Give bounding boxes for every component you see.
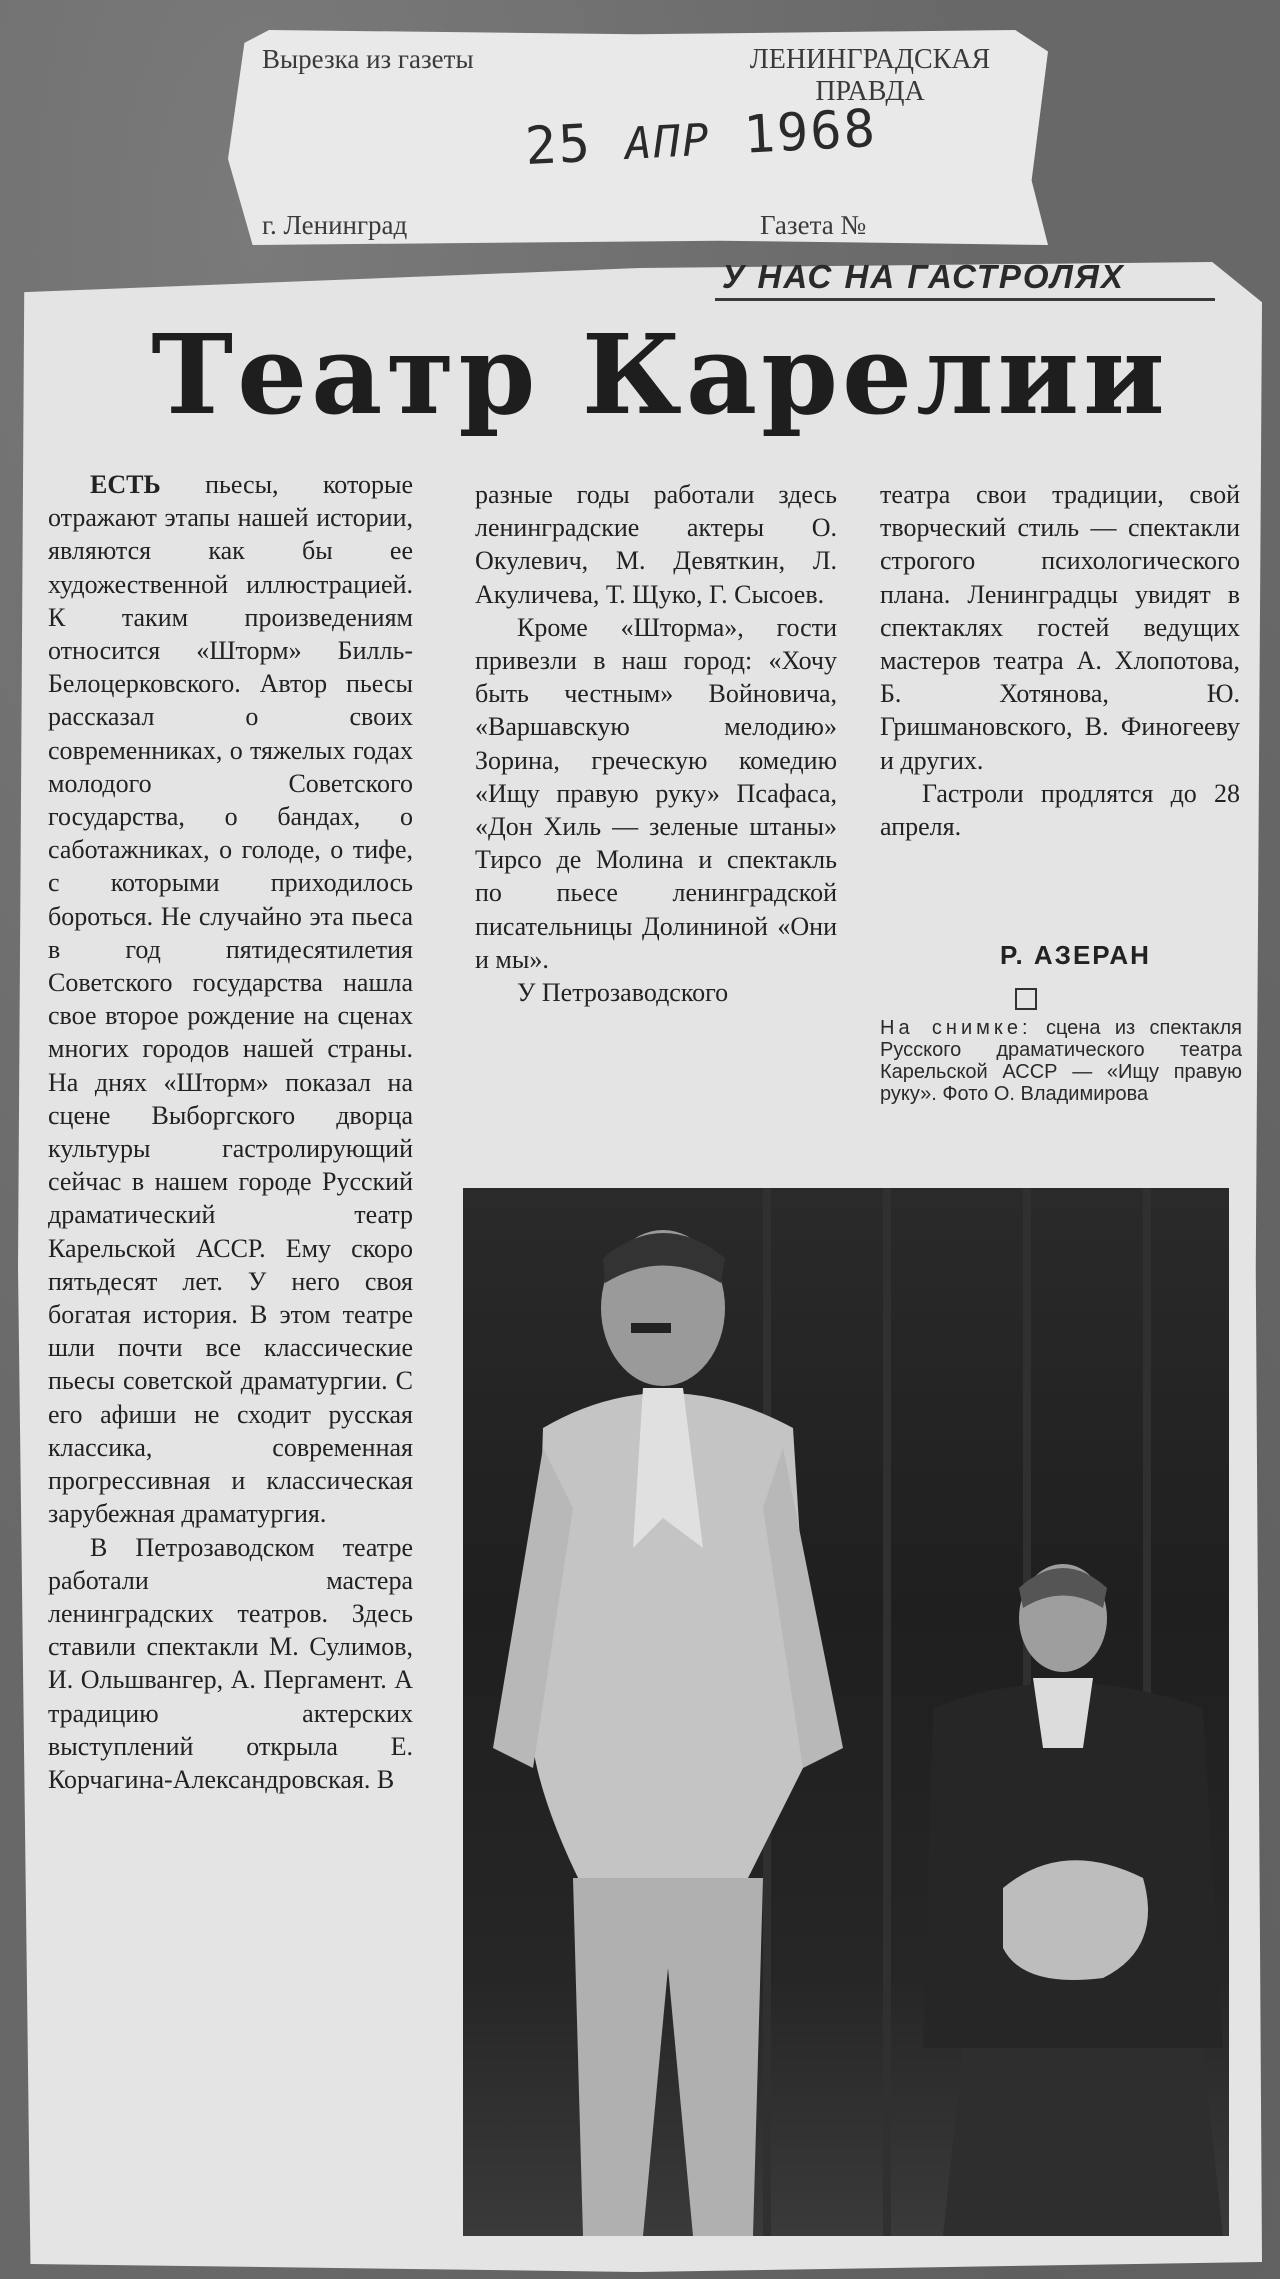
paper-number: Газета № <box>760 210 867 240</box>
city: г. Ленинград <box>262 210 408 240</box>
col1-paragraph-2: В Петрозаводском театре работали мастера ленинградских театров. Здесь ставили спектакли М. Сулимов, И. Ольшвангер, А. Пергамент. А традицию актерских выступлений открыла Е. Корчагина-Александровская. В <box>48 1532 413 1794</box>
lead-word: ЕСТЬ <box>90 470 161 499</box>
newspaper-name-line2: ПРАВДА <box>815 76 925 107</box>
newspaper-name-line1: ЛЕНИНГРАДСКАЯ <box>749 44 991 75</box>
rubric-rule <box>715 298 1215 301</box>
date-day: 25 <box>523 113 594 178</box>
end-mark-icon <box>1015 988 1037 1010</box>
column-3 <box>880 478 1240 843</box>
caption-text: сцена из спектакля Русского драматического театра Карельской АССР — «Ищу правую руку». Фото О. Владимирова <box>880 1017 1242 1105</box>
rubric: У НАС НА ГАСТРОЛЯХ <box>722 258 1125 295</box>
col1-paragraph-1: пьесы, которые отражают этапы нашей истории, являются как бы ее художественной иллюстрацией. К таким произведениям относится «Шторм» Билль-Белоцерковского. Автор пьесы рассказал о своих современниках, о тяжелых годах молодого Советского государства, о бандах, о саботажниках, о голоде, о тифе, с которыми приходилось бороться. Не случайно эта пьеса в год пятидесятилетия Советского государства нашла свое второе рождение на сценах многих городов нашей страны. На днях «Шторм» показал на сцене Выборгского дворца культуры гастролирующий сейчас в нашем городе Русский драматический театр Карельской АССР. Ему скоро пятьдесят лет. У него своя богатая история. В этом театре шли почти все классические пьесы советской драматургии. С его афиши не сходит русская классика, современная прогрессивная и классическая зарубежная драматургия. <box>48 470 413 1529</box>
headline: Театр Карелии <box>151 310 1169 439</box>
stage-photo <box>463 1188 1229 2236</box>
actor-left-figure <box>493 1230 843 2236</box>
col3-paragraph-1: театра свои традиции, свой творческий стиль — спектакли строгого психологического плана. Ленинградцы увидят в спектаклях гостей ведущих мастеров театра А. Хлопотова, Б. Хотянова, Ю. Гришмановского, В. Финогееву и других. <box>880 480 1240 775</box>
col2-paragraph-2: Кроме «Шторма», гости привезли в наш город: «Хочу быть честным» Войновича, «Варшавскую мелодию» Зорина, греческую комедию «Ищу правую руку» Псафаса, «Дон Хиль — зеленые штаны» Тирсо де Молина и спектакль по пьесе ленинградской писательницы Долининой «Они и мы». <box>475 612 837 974</box>
actors-illustration <box>463 1188 1229 2236</box>
photo-caption <box>880 1017 1242 1105</box>
actor-right-figure <box>923 1564 1223 2236</box>
col2-paragraph-1: разные годы работали здесь ленинградские актеры О. Окулевич, М. Девяткин, Л. Акуличева, Т. Щуко, Г. Сысоев. <box>475 480 837 609</box>
col2-paragraph-3: У Петрозаводского <box>517 978 729 1008</box>
column-1 <box>48 468 413 1796</box>
date-year: 1968 <box>742 98 879 166</box>
author-signature: Р. АЗЕРАН <box>1000 940 1151 970</box>
source-prefix: Вырезка из газеты <box>262 44 474 74</box>
col3-paragraph-2: Гастроли продлятся до 28 апреля. <box>880 778 1240 842</box>
column-2 <box>475 478 837 1009</box>
date-month: АПР <box>623 114 712 170</box>
caption-lead: На снимке: <box>880 1017 1032 1039</box>
